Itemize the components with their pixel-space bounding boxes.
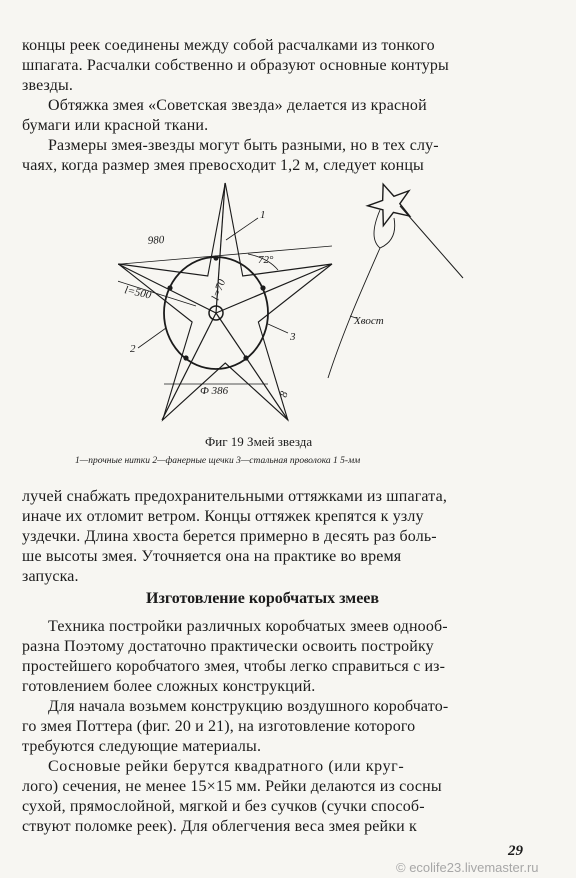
dim-8-label: 8 — [277, 389, 291, 400]
tail-label: Хвост — [354, 315, 384, 327]
text-line: сухой, прямослойной, мягкой и без сучков (сучки способ- — [22, 798, 425, 815]
text-line: го змея Поттера (фиг. 20 и 21), на изготовление которого — [22, 718, 416, 735]
text-line: лого) сечения, не менее 15×15 мм. Рейки делаются из сосны — [22, 778, 442, 795]
text-line: Техника постройки различных коробчатых змеев однооб- — [48, 618, 448, 635]
star-kite-diagram — [118, 178, 478, 434]
flying-kite-sketch — [328, 178, 463, 378]
text-line: чаях, когда размер змея превосходит 1,2 м, следует концы — [22, 157, 424, 174]
text-line: ствуют поломке реек). Для облегчения веса змея рейки к — [22, 818, 417, 835]
part-1-label: 1 — [260, 209, 266, 221]
text-line: звезды. — [22, 77, 74, 94]
figure-caption-title: Фиг 19 Змей звезда — [205, 434, 313, 449]
text-line: шпагата. Расчалки собственно и образуют основные контуры — [22, 57, 449, 74]
dim-70-label: l=70 — [209, 277, 229, 303]
figure-star-kite — [118, 178, 478, 434]
text-line: разна Поэтому достаточно практически освоить постройку — [22, 638, 434, 655]
section-heading: Изготовление коробчатых змеев — [146, 590, 380, 607]
dim-980-label: 980 — [147, 233, 165, 247]
text-line: Размеры змея-звезды могут быть разными, но в тех слу- — [48, 137, 439, 154]
part-2-label: 2 — [130, 343, 136, 355]
page-number: 29 — [508, 843, 523, 859]
text-line: запуска. — [22, 568, 79, 585]
dim-386-label: Ф 386 — [200, 385, 229, 397]
figure-caption-legend: 1—прочные нитки 2—фанерные щечки 3—стальная проволока 1 5-мм — [75, 456, 361, 466]
text-line: ше высоты змея. Уточняется она на практике во время — [22, 548, 402, 565]
text-line: требуются следующие материалы. — [22, 738, 262, 755]
watermark: © ecolife23.livemaster.ru — [396, 860, 539, 875]
text-line: уздечки. Длина хвоста берется примерно в десять раз боль- — [22, 528, 437, 545]
text-line: лучей снабжать предохранительными оттяжками из шпагата, — [22, 488, 447, 505]
dim-500-label: l=500 — [123, 284, 153, 302]
text-line: Обтяжка змея «Советская звезда» делается из красной — [48, 97, 427, 114]
text-line: простейшего коробчатого змея, чтобы легко справиться с из- — [22, 658, 446, 675]
text-line: Сосновые рейки берутся квадратного (или круг- — [48, 758, 405, 775]
angle-72-label: 72° — [258, 254, 274, 266]
part-3-label: 3 — [290, 331, 296, 343]
text-line: иначе их отломит ветром. Концы оттяжек крепятся к узлу — [22, 508, 424, 525]
text-line: концы реек соединены между собой расчалками из тонкого — [22, 37, 435, 54]
text-line: готовлением более сложных конструкций. — [22, 678, 316, 695]
text-line: Для начала возьмем конструкцию воздушного коробчато- — [48, 698, 449, 715]
text-line: бумаги или красной ткани. — [22, 117, 209, 134]
